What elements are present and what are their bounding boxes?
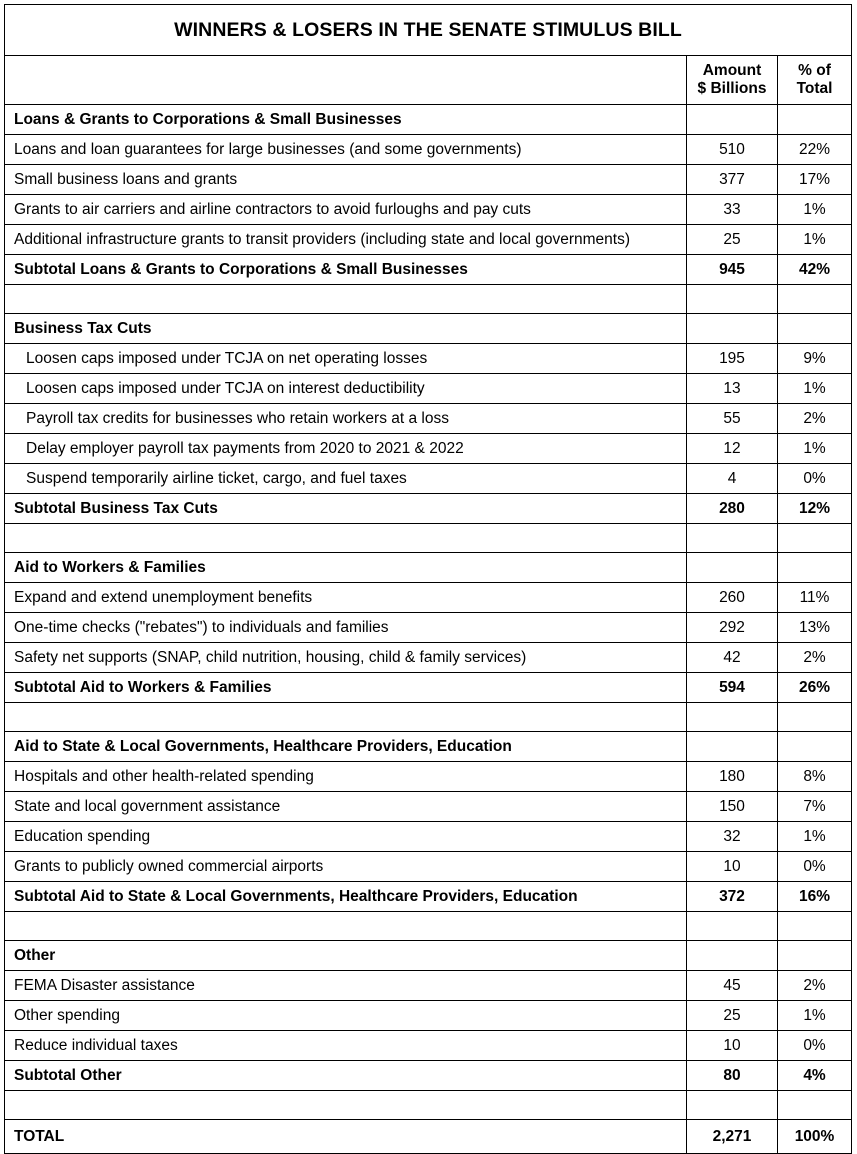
row-amount: 150 bbox=[687, 792, 778, 822]
row-amount bbox=[687, 941, 778, 971]
row-amount: 594 bbox=[687, 673, 778, 703]
column-header-row bbox=[5, 56, 852, 105]
row-percent bbox=[778, 1091, 852, 1120]
row-label: Subtotal Aid to State & Local Governments, Healthcare Providers, Education bbox=[5, 882, 687, 912]
row-amount: 32 bbox=[687, 822, 778, 852]
row-amount: 25 bbox=[687, 225, 778, 255]
row-label: Safety net supports (SNAP, child nutrition, housing, child & family services) bbox=[5, 643, 687, 673]
row-amount: 45 bbox=[687, 971, 778, 1001]
row-percent: 1% bbox=[778, 822, 852, 852]
table-row bbox=[5, 404, 852, 434]
row-amount: 260 bbox=[687, 583, 778, 613]
row-label bbox=[5, 703, 687, 732]
table-row bbox=[5, 583, 852, 613]
header-percent-line1: % of bbox=[798, 62, 831, 79]
row-amount: 12 bbox=[687, 434, 778, 464]
row-percent: 42% bbox=[778, 255, 852, 285]
row-label: Loosen caps imposed under TCJA on net operating losses bbox=[5, 344, 687, 374]
section-header-row bbox=[5, 314, 852, 344]
row-amount: 180 bbox=[687, 762, 778, 792]
table-row bbox=[5, 852, 852, 882]
row-label: Business Tax Cuts bbox=[5, 314, 687, 344]
section-header-row bbox=[5, 105, 852, 135]
row-percent bbox=[778, 732, 852, 762]
row-percent: 2% bbox=[778, 404, 852, 434]
table-row bbox=[5, 165, 852, 195]
row-label: State and local government assistance bbox=[5, 792, 687, 822]
row-amount: 4 bbox=[687, 464, 778, 494]
header-amount bbox=[687, 56, 778, 105]
stimulus-table bbox=[4, 4, 852, 1154]
row-percent bbox=[778, 285, 852, 314]
row-label: Grants to publicly owned commercial airports bbox=[5, 852, 687, 882]
row-amount: 55 bbox=[687, 404, 778, 434]
row-percent bbox=[778, 524, 852, 553]
table-row bbox=[5, 195, 852, 225]
row-label: Grants to air carriers and airline contractors to avoid furloughs and pay cuts bbox=[5, 195, 687, 225]
row-amount: 25 bbox=[687, 1001, 778, 1031]
table-row bbox=[5, 135, 852, 165]
header-label-cell bbox=[5, 56, 687, 105]
row-amount: 13 bbox=[687, 374, 778, 404]
row-label: Loosen caps imposed under TCJA on interest deductibility bbox=[5, 374, 687, 404]
row-amount bbox=[687, 1091, 778, 1120]
row-amount bbox=[687, 285, 778, 314]
row-percent: 0% bbox=[778, 1031, 852, 1061]
table-title: WINNERS & LOSERS IN THE SENATE STIMULUS BILL bbox=[5, 5, 852, 56]
row-amount: 372 bbox=[687, 882, 778, 912]
row-amount bbox=[687, 314, 778, 344]
total-row bbox=[5, 1120, 852, 1154]
row-label: Small business loans and grants bbox=[5, 165, 687, 195]
subtotal-row bbox=[5, 494, 852, 524]
section-header-row bbox=[5, 941, 852, 971]
row-percent: 11% bbox=[778, 583, 852, 613]
row-amount bbox=[687, 912, 778, 941]
row-percent bbox=[778, 941, 852, 971]
row-label: TOTAL bbox=[5, 1120, 687, 1154]
row-label: One-time checks ("rebates") to individuals and families bbox=[5, 613, 687, 643]
row-percent bbox=[778, 912, 852, 941]
table-row bbox=[5, 971, 852, 1001]
row-amount: 42 bbox=[687, 643, 778, 673]
row-label: Loans and loan guarantees for large businesses (and some governments) bbox=[5, 135, 687, 165]
row-percent: 100% bbox=[778, 1120, 852, 1154]
row-amount: 377 bbox=[687, 165, 778, 195]
row-amount: 2,271 bbox=[687, 1120, 778, 1154]
row-label: Other spending bbox=[5, 1001, 687, 1031]
row-percent: 26% bbox=[778, 673, 852, 703]
table-row bbox=[5, 1031, 852, 1061]
row-label: Additional infrastructure grants to transit providers (including state and local governments) bbox=[5, 225, 687, 255]
row-amount: 292 bbox=[687, 613, 778, 643]
row-amount: 33 bbox=[687, 195, 778, 225]
row-amount: 10 bbox=[687, 852, 778, 882]
section-header-row bbox=[5, 732, 852, 762]
row-percent: 16% bbox=[778, 882, 852, 912]
row-label bbox=[5, 285, 687, 314]
section-header-row bbox=[5, 553, 852, 583]
row-label: Subtotal Business Tax Cuts bbox=[5, 494, 687, 524]
row-amount bbox=[687, 105, 778, 135]
row-label: Payroll tax credits for businesses who retain workers at a loss bbox=[5, 404, 687, 434]
row-amount: 945 bbox=[687, 255, 778, 285]
row-percent: 13% bbox=[778, 613, 852, 643]
row-percent: 0% bbox=[778, 852, 852, 882]
row-amount: 280 bbox=[687, 494, 778, 524]
blank-row bbox=[5, 703, 852, 732]
row-percent: 2% bbox=[778, 643, 852, 673]
subtotal-row bbox=[5, 255, 852, 285]
table-row bbox=[5, 643, 852, 673]
row-amount: 195 bbox=[687, 344, 778, 374]
row-percent: 1% bbox=[778, 1001, 852, 1031]
row-label: Aid to Workers & Families bbox=[5, 553, 687, 583]
subtotal-row bbox=[5, 1061, 852, 1091]
row-label: Subtotal Other bbox=[5, 1061, 687, 1091]
table-row bbox=[5, 822, 852, 852]
row-percent bbox=[778, 105, 852, 135]
row-amount bbox=[687, 524, 778, 553]
row-label: Suspend temporarily airline ticket, cargo, and fuel taxes bbox=[5, 464, 687, 494]
row-percent: 7% bbox=[778, 792, 852, 822]
row-label: Subtotal Loans & Grants to Corporations & Small Businesses bbox=[5, 255, 687, 285]
row-percent: 1% bbox=[778, 195, 852, 225]
table-row bbox=[5, 225, 852, 255]
row-label: Expand and extend unemployment benefits bbox=[5, 583, 687, 613]
row-amount bbox=[687, 703, 778, 732]
row-percent: 22% bbox=[778, 135, 852, 165]
header-amount-line2: $ Billions bbox=[697, 80, 767, 97]
row-amount: 10 bbox=[687, 1031, 778, 1061]
row-label: Subtotal Aid to Workers & Families bbox=[5, 673, 687, 703]
blank-row bbox=[5, 524, 852, 553]
row-label: Delay employer payroll tax payments from 2020 to 2021 & 2022 bbox=[5, 434, 687, 464]
table-row bbox=[5, 464, 852, 494]
table-row bbox=[5, 762, 852, 792]
row-amount: 510 bbox=[687, 135, 778, 165]
row-percent: 1% bbox=[778, 225, 852, 255]
table-row bbox=[5, 344, 852, 374]
header-percent bbox=[778, 56, 852, 105]
row-amount: 80 bbox=[687, 1061, 778, 1091]
row-percent: 9% bbox=[778, 344, 852, 374]
row-amount bbox=[687, 553, 778, 583]
row-percent: 17% bbox=[778, 165, 852, 195]
row-label: Education spending bbox=[5, 822, 687, 852]
table-row bbox=[5, 792, 852, 822]
row-label: Loans & Grants to Corporations & Small Businesses bbox=[5, 105, 687, 135]
blank-row bbox=[5, 1091, 852, 1120]
header-amount-line1: Amount bbox=[702, 62, 762, 79]
subtotal-row bbox=[5, 882, 852, 912]
table-row bbox=[5, 374, 852, 404]
row-percent: 2% bbox=[778, 971, 852, 1001]
row-percent: 1% bbox=[778, 374, 852, 404]
row-label: FEMA Disaster assistance bbox=[5, 971, 687, 1001]
row-label: Other bbox=[5, 941, 687, 971]
row-amount bbox=[687, 732, 778, 762]
row-percent bbox=[778, 553, 852, 583]
header-percent-line2: Total bbox=[796, 80, 833, 97]
row-percent: 4% bbox=[778, 1061, 852, 1091]
table-row bbox=[5, 434, 852, 464]
row-percent: 8% bbox=[778, 762, 852, 792]
row-label: Reduce individual taxes bbox=[5, 1031, 687, 1061]
row-percent: 0% bbox=[778, 464, 852, 494]
subtotal-row bbox=[5, 673, 852, 703]
table-row bbox=[5, 613, 852, 643]
blank-row bbox=[5, 912, 852, 941]
row-label: Aid to State & Local Governments, Healthcare Providers, Education bbox=[5, 732, 687, 762]
blank-row bbox=[5, 285, 852, 314]
row-percent: 1% bbox=[778, 434, 852, 464]
row-percent bbox=[778, 703, 852, 732]
row-label: Hospitals and other health-related spending bbox=[5, 762, 687, 792]
row-label bbox=[5, 1091, 687, 1120]
row-percent bbox=[778, 314, 852, 344]
row-label bbox=[5, 912, 687, 941]
row-label bbox=[5, 524, 687, 553]
row-percent: 12% bbox=[778, 494, 852, 524]
table-row bbox=[5, 1001, 852, 1031]
